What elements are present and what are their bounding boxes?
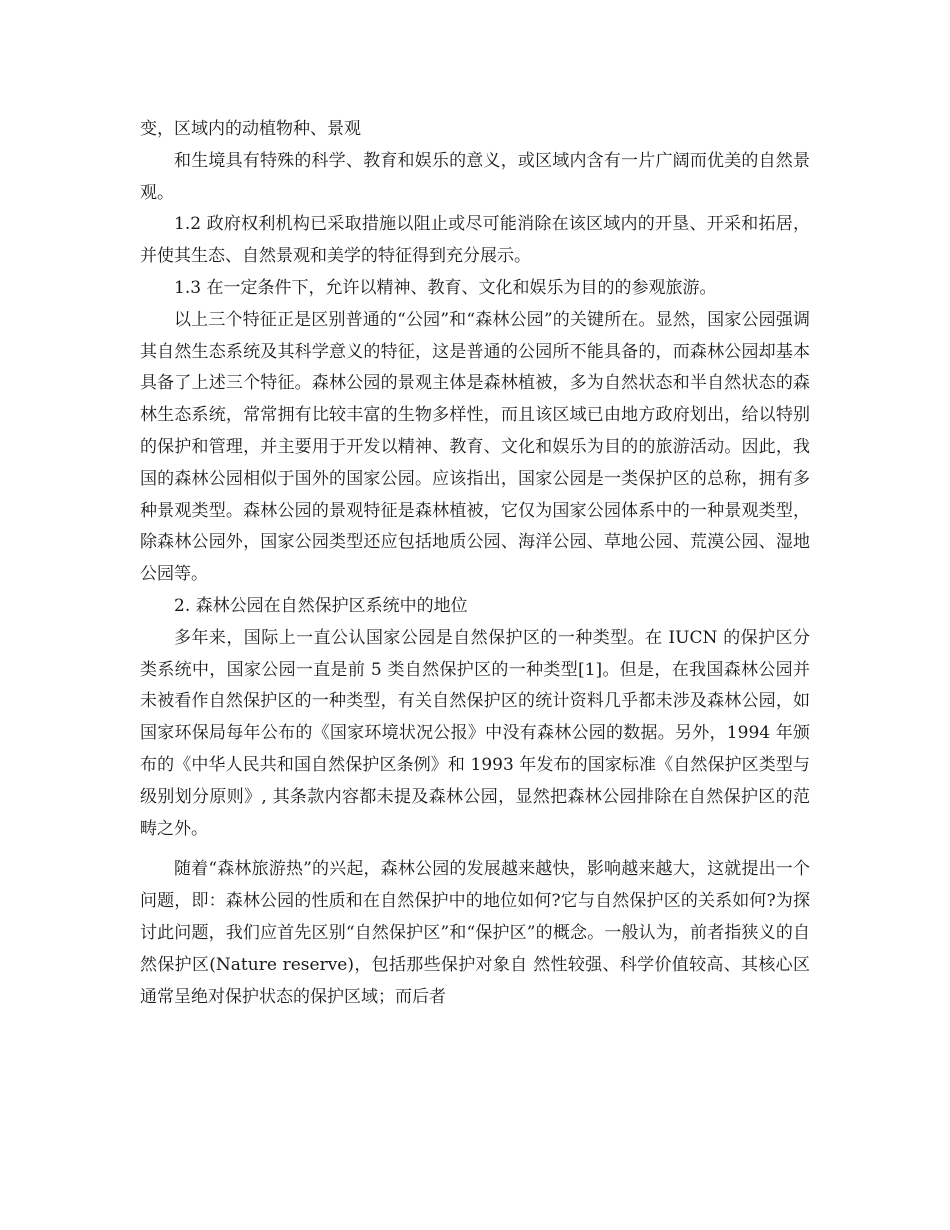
paragraph-5: 以上三个特征正是区别普通的“公园”和“森林公园”的关键所在。显然，国家公园强调其自然生态系统及其科学意义的特征，这是普通的公园所不能具备的，而森林公园却基本具备了上述三个特征。森林公园的景观主体是森林植被，多为自然状态和半自然状态的森林生态系统，常常拥有比较丰富的生物多样性，而且该区域已由地方政府划出，给以特别的保护和管理，并主要用于开发以精神、教育、文化和娱乐为目的的旅游活动。因此，我国的森林公园相似于国外的国家公园。应该指出，国家公园是一类保护区的总称，拥有多种景观类型。森林公园的景观特征是森林植被，它仅为国家公园体系中的一种景观类型，除森林公园外，国家公园类型还应包括地质公园、海洋公园、草地公园、荒漠公园、湿地公园等。: [140, 309, 810, 585]
body-text: [140, 114, 810, 1013]
paragraph-1: 变，区域内的动植物种、景观: [140, 119, 361, 139]
section-heading: 2. 森林公园在自然保护区系统中的地位: [174, 595, 468, 616]
paragraph-3: 1.2 政府权利机构已采取措施以阻止或尽可能消除在该区域内的开垦、开采和拓居，并使其生态、自然景观和美学的特征得到充分展示。: [140, 214, 810, 267]
paragraph-2: 和生境具有特殊的科学、教育和娱乐的意义，或区域内含有一片广阔而优美的自然景观。: [140, 150, 810, 203]
paragraph-4: 1.3 在一定条件下，允许以精神、教育、文化和娱乐为目的的参观旅游。: [174, 277, 717, 298]
paragraph-8: 随着“森林旅游热”的兴起，森林公园的发展越来越快，影响越来越大，这就提出一个问题，即：森林公园的性质和在自然保护中的地位如何?它与自然保护区的关系如何?为探讨此问题，我们应首先区别“自然保护区”和“保护区”的概念。一般认为，前者指狭义的自然保护区(Nature reserve)，包括那些保护对象自 然性较强、科学价值较高、其核心区通常呈绝对保护状态的保护区域；而后者: [140, 859, 810, 1007]
paragraph-7: 多年来，国际上一直公认国家公园是自然保护区的一种类型。在 IUCN 的保护区分类系统中，国家公园一直是前 5 类自然保护区的一种类型[1]。但是，在我国森林公园并未被看作自然保护区的一种类型，有关自然保护区的统计资料几乎都未涉及森林公园，如国家环保局每年公布的《国家环境状况公报》中没有森林公园的数据。另外，1994 年颁布的《中华人民共和国自然保护区条例》和 1993 年发布的国家标准《自然保护区类型与级别划分原则》, 其条款内容都未提及森林公园，显然把森林公园排除在自然保护区的范畴之外。: [140, 627, 810, 839]
